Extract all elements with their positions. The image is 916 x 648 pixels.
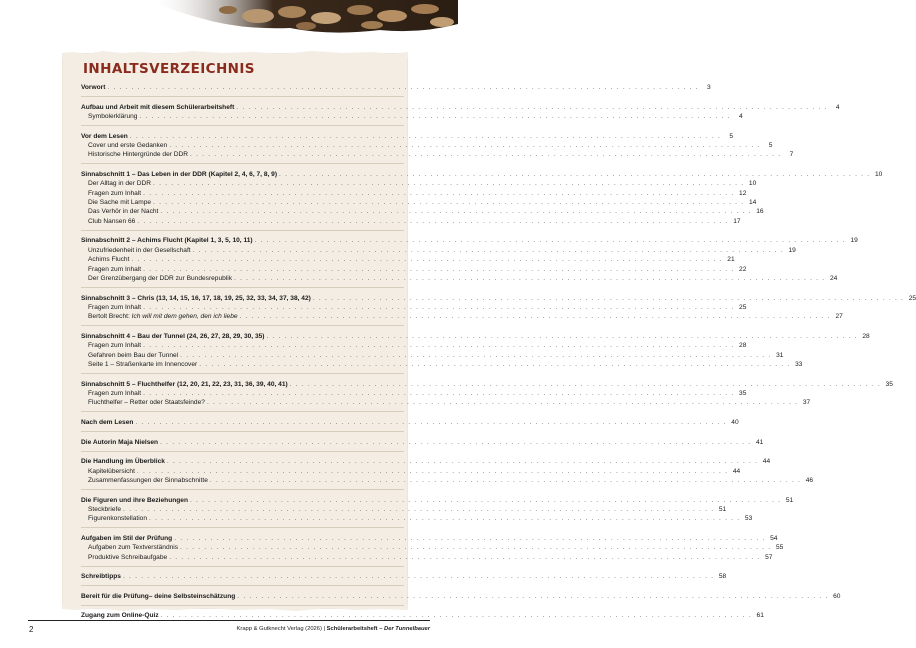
toc-entry-title-text: Historische Hintergründe der DDR bbox=[88, 151, 189, 159]
toc-dot-leader bbox=[169, 141, 760, 150]
toc-page-number: 46 bbox=[805, 476, 814, 484]
toc-page-number: 44 bbox=[762, 458, 771, 466]
toc-entry-title bbox=[81, 332, 264, 341]
toc-entry-title-text: Achims Flucht bbox=[88, 256, 130, 264]
toc-dot-leader bbox=[160, 438, 751, 447]
toc-dot-leader bbox=[236, 103, 827, 112]
toc-page-number: 21 bbox=[727, 256, 735, 264]
toc-entry-main[interactable] bbox=[81, 132, 734, 141]
footer-credit bbox=[237, 626, 430, 632]
toc-entry-title-text: Zugang zum Online-Quiz bbox=[81, 612, 159, 620]
toc-page-number: 25 bbox=[739, 303, 747, 311]
toc-page-number: 51 bbox=[718, 505, 727, 513]
toc-dot-leader bbox=[266, 332, 857, 341]
toc-entry-main[interactable] bbox=[81, 418, 739, 427]
toc-entry-title-text: Sinnabschnitt 3 – Chris (13, 14, 15, 16, 17, 18, 19, 25, 32, 33, 34, 37, 38, 42) bbox=[81, 294, 311, 302]
toc-entry-title bbox=[88, 217, 135, 226]
toc-page-number: 55 bbox=[775, 544, 784, 552]
toc-entry-sub[interactable] bbox=[81, 189, 747, 198]
toc-entry-sub[interactable] bbox=[81, 514, 753, 523]
toc-entry-sub[interactable] bbox=[81, 505, 727, 514]
toc-entry-title bbox=[81, 83, 105, 92]
toc-entry-main[interactable] bbox=[81, 380, 893, 389]
toc-dot-leader bbox=[207, 398, 798, 407]
toc-entry-title bbox=[81, 380, 288, 389]
toc-entry-title bbox=[88, 303, 141, 312]
toc-page-number: 3 bbox=[706, 84, 711, 91]
toc-dot-leader bbox=[137, 217, 728, 226]
toc-page-number: 58 bbox=[718, 573, 727, 581]
toc-page-number: 51 bbox=[785, 496, 794, 504]
footer-publisher: Krapp & Gutknecht Verlag (2026) | bbox=[236, 626, 326, 632]
toc-entry-title bbox=[81, 496, 188, 505]
toc-entry-title bbox=[88, 189, 141, 198]
footer-separator: – bbox=[377, 626, 385, 632]
toc-entry-title bbox=[88, 514, 147, 523]
toc-dot-leader bbox=[255, 236, 846, 245]
toc-entry-title-text: Aufgaben im Stil der Prüfung bbox=[81, 534, 173, 542]
toc-page-number: 19 bbox=[850, 237, 858, 245]
toc-dot-leader bbox=[180, 351, 771, 360]
toc-dot-leader bbox=[174, 534, 765, 543]
toc-dot-leader bbox=[313, 294, 904, 303]
paper-torn-edge-top bbox=[62, 48, 408, 58]
toc-section bbox=[81, 457, 814, 490]
toc-entry-sub[interactable] bbox=[81, 351, 784, 360]
toc-entry-sub[interactable] bbox=[81, 360, 803, 369]
toc-dot-leader bbox=[143, 189, 734, 198]
toc-entry-title bbox=[88, 505, 121, 514]
toc-entry-title-text: Seite 1 – Straßenkarte im Innencover bbox=[88, 361, 198, 369]
toc-entry-main[interactable] bbox=[81, 572, 727, 581]
toc-page-number: 14 bbox=[748, 199, 757, 207]
toc-entry-title-text: Die Sache mit Lampe bbox=[88, 199, 152, 207]
toc-entry-sub[interactable] bbox=[81, 389, 747, 398]
footer-rule bbox=[28, 620, 430, 621]
toc-dot-leader bbox=[143, 341, 734, 350]
toc-entry-title-text: Club Nansen 66 bbox=[88, 217, 136, 225]
toc-entry-title bbox=[88, 360, 197, 369]
toc-entry-title bbox=[88, 207, 158, 216]
toc-page-number: 12 bbox=[739, 189, 747, 197]
toc-page-number: 4 bbox=[835, 103, 840, 111]
toc-page-number: 53 bbox=[744, 515, 753, 523]
toc-entry-sub[interactable] bbox=[81, 179, 757, 188]
toc-entry-title-text: Fragen zum Inhalt bbox=[88, 390, 142, 398]
toc-page-number: 25 bbox=[908, 294, 916, 302]
toc-entry-main[interactable] bbox=[81, 83, 711, 92]
toc-section bbox=[81, 294, 916, 327]
toc-entry-main[interactable] bbox=[81, 236, 858, 245]
toc-page-number: 5 bbox=[729, 132, 734, 140]
toc-entry-sub[interactable] bbox=[81, 207, 764, 216]
toc-entry-title-text: Sinnabschnitt 1 – Das Leben in der DDR (Kapitel 2, 4, 6, 7, 8, 9) bbox=[81, 170, 278, 178]
toc-entry-title bbox=[81, 418, 133, 427]
toc-section bbox=[81, 83, 711, 97]
toc-page-number: 31 bbox=[776, 351, 784, 359]
toc-page-number: 10 bbox=[748, 180, 757, 188]
toc-entry-title bbox=[88, 141, 167, 150]
toc-dot-leader bbox=[167, 457, 758, 466]
toc-page-number: 33 bbox=[795, 361, 803, 369]
toc-entry-title-text: Fragen zum Inhalt bbox=[88, 189, 142, 197]
toc-dot-leader bbox=[240, 312, 831, 321]
toc-entry-title bbox=[88, 274, 232, 283]
toc-entry-title-text: Vorwort bbox=[81, 84, 106, 91]
toc-section bbox=[81, 170, 883, 231]
toc-entry-title-text: Figurenkonstellation bbox=[88, 515, 148, 523]
toc-entry-title bbox=[81, 103, 234, 112]
toc-entry-title bbox=[88, 543, 178, 552]
toc-page-number: 37 bbox=[802, 399, 811, 407]
toc-page-number: 28 bbox=[862, 332, 870, 340]
toc-entry-title bbox=[81, 534, 172, 543]
toc-entry-main[interactable] bbox=[81, 438, 764, 447]
toc-entry-title bbox=[88, 265, 141, 274]
header-stones-illustration bbox=[0, 0, 458, 36]
toc-entry-title-text: Sinnabschnitt 2 – Achims Flucht (Kapitel 1, 3, 5, 10, 11) bbox=[81, 237, 253, 245]
toc-dot-leader bbox=[153, 179, 744, 188]
toc-entry-title bbox=[88, 198, 151, 207]
toc-entry-title bbox=[81, 572, 121, 581]
toc-dot-leader bbox=[190, 496, 781, 505]
toc-dot-leader bbox=[143, 389, 734, 398]
toc-section bbox=[81, 332, 870, 374]
toc-entry-title bbox=[88, 476, 208, 485]
toc-section bbox=[81, 103, 840, 126]
toc-entry-title-text: Zusammenfassungen der Sinnabschnitte bbox=[88, 476, 208, 484]
toc-entry-title-text: Fragen zum Inhalt bbox=[88, 265, 142, 273]
toc-section bbox=[81, 438, 764, 452]
toc-dot-leader bbox=[237, 592, 828, 601]
toc-section bbox=[81, 496, 794, 529]
toc-section bbox=[81, 380, 893, 413]
toc-entry-title bbox=[81, 236, 253, 245]
toc-page-number: 17 bbox=[733, 217, 741, 225]
toc-dot-leader bbox=[123, 572, 714, 581]
toc-entry-main[interactable] bbox=[81, 457, 771, 466]
toc-page-number: 61 bbox=[756, 612, 764, 620]
toc-entry-title-text: Der Alltag in der DDR bbox=[88, 180, 152, 188]
toc-dot-leader bbox=[107, 83, 698, 92]
toc-entry-title bbox=[88, 150, 188, 159]
toc-dot-leader bbox=[169, 553, 760, 562]
toc-dot-leader bbox=[190, 150, 781, 159]
toc-entry-sub[interactable] bbox=[81, 476, 814, 485]
toc-dot-leader bbox=[143, 303, 734, 312]
toc-entry-main[interactable] bbox=[81, 534, 778, 543]
toc-entry-title-text: Fluchthelfer – Retter oder Staatsfeinde? bbox=[88, 399, 205, 407]
toc-entry-main[interactable] bbox=[81, 103, 840, 112]
toc-entry-title-text: Produktive Schreibaufgabe bbox=[88, 553, 168, 561]
toc-section bbox=[81, 236, 858, 288]
toc-entry-title-text: Fragen zum Inhalt bbox=[88, 303, 142, 311]
toc-entry-sub[interactable] bbox=[81, 217, 741, 226]
toc-dot-leader bbox=[131, 255, 722, 264]
toc-dot-leader bbox=[143, 265, 734, 274]
toc-entry-title bbox=[88, 467, 135, 476]
toc-page-number: 54 bbox=[770, 534, 778, 542]
toc-entry-title-text: Die Autorin Maja Nielsen bbox=[81, 438, 159, 446]
toc-entry-sub[interactable] bbox=[81, 265, 747, 274]
footer-page-number: 2 bbox=[29, 625, 34, 634]
toc-page-number: 44 bbox=[732, 467, 741, 475]
toc-entry-main[interactable] bbox=[81, 496, 794, 505]
toc-entry-title-text: Sinnabschnitt 5 – Fluchthelfer (12, 20, 21, 22, 23, 31, 36, 39, 40, 41) bbox=[81, 380, 288, 388]
toc-entry-title bbox=[88, 389, 141, 398]
toc-entry-main[interactable] bbox=[81, 332, 870, 341]
toc-entry-title bbox=[81, 170, 277, 179]
footer-book-title: Der Tunnelbauer bbox=[384, 626, 430, 632]
toc-entry-title-text: Vor dem Lesen bbox=[81, 132, 128, 140]
toc-dot-leader bbox=[160, 207, 751, 216]
toc-entry-sub[interactable] bbox=[81, 303, 747, 312]
toc-entry-title-text: Fragen zum Inhalt bbox=[88, 342, 142, 350]
toc-entry-title bbox=[88, 112, 137, 121]
toc-entry-sub[interactable] bbox=[81, 341, 747, 350]
toc-entry-sub[interactable] bbox=[81, 312, 843, 321]
toc-dot-leader bbox=[153, 198, 744, 207]
toc-entry-title-text: Nach dem Lesen bbox=[81, 419, 134, 427]
toc-page-number: 5 bbox=[768, 141, 773, 149]
toc-section bbox=[81, 572, 727, 586]
toc-dot-leader bbox=[234, 274, 825, 283]
toc-entry-title-text: Die Handlung im Überblick bbox=[81, 458, 165, 466]
toc-entry-title-text: Bereit für die Prüfung– deine Selbsteinschätzung bbox=[81, 592, 236, 600]
toc-entry-title-text: Symbolerklärung bbox=[88, 112, 138, 120]
toc-entry-title-text: Kapitelübersicht bbox=[88, 467, 135, 475]
toc-entry-title bbox=[81, 294, 311, 303]
toc-entry-title-text: Steckbriefe bbox=[88, 505, 121, 513]
toc-entry-title bbox=[81, 592, 235, 601]
toc-dot-leader bbox=[139, 112, 730, 121]
toc-section bbox=[81, 534, 784, 567]
toc-dot-leader bbox=[130, 132, 721, 141]
toc-entry-main[interactable] bbox=[81, 592, 841, 601]
toc-entry-title bbox=[88, 246, 191, 255]
toc-entry-sub[interactable] bbox=[81, 246, 796, 255]
toc-entry-title bbox=[81, 457, 165, 466]
toc-entry-main[interactable] bbox=[81, 170, 883, 179]
toc-entry-title-text: Unzufriedenheit in der Gesellschaft bbox=[88, 246, 191, 254]
toc-dot-leader bbox=[193, 246, 784, 255]
toc-entry-sub[interactable] bbox=[81, 255, 735, 264]
toc-entry-sub[interactable] bbox=[81, 112, 743, 121]
toc-dot-leader bbox=[210, 476, 801, 485]
toc-entry-title bbox=[88, 255, 129, 264]
toc-title: INHALTSVERZEICHNIS bbox=[83, 61, 255, 77]
toc-section bbox=[81, 418, 739, 432]
toc-entry-title-italic: Ich will mit dem gehen, den ich liebe bbox=[131, 313, 238, 321]
toc-entry-title bbox=[88, 553, 167, 562]
toc-page-number: 28 bbox=[739, 342, 747, 350]
toc-section bbox=[81, 592, 841, 606]
toc-entry-title bbox=[88, 341, 141, 350]
toc-entry-sub[interactable] bbox=[81, 467, 741, 476]
toc-page-number: 19 bbox=[788, 246, 796, 254]
toc-entry-title-text: Schreibtipps bbox=[81, 573, 121, 581]
toc-entry-title bbox=[88, 351, 178, 360]
toc-page-number: 22 bbox=[739, 265, 747, 273]
toc-page-number: 24 bbox=[829, 275, 838, 282]
toc-page-number: 60 bbox=[833, 592, 841, 600]
toc-dot-leader bbox=[290, 380, 881, 389]
toc-entry-title bbox=[88, 312, 238, 321]
toc-entry-title-text: Die Figuren und ihre Beziehungen bbox=[81, 496, 188, 504]
table-of-contents bbox=[81, 83, 916, 626]
toc-entry-title-text: Der Grenzübergang der DDR zur Bundesrepublik bbox=[88, 275, 233, 282]
toc-entry-title bbox=[81, 438, 158, 447]
toc-entry-sub[interactable] bbox=[81, 553, 773, 562]
toc-dot-leader bbox=[279, 170, 870, 179]
toc-entry-sub[interactable] bbox=[81, 150, 794, 159]
toc-dot-leader bbox=[135, 418, 726, 427]
toc-entry-sub[interactable] bbox=[81, 543, 784, 552]
toc-entry-title-text: Sinnabschnitt 4 – Bau der Tunnel (24, 26, 27, 28, 29, 30, 35) bbox=[81, 332, 265, 340]
toc-dot-leader bbox=[180, 543, 771, 552]
toc-entry-sub[interactable] bbox=[81, 141, 773, 150]
toc-page-number: 57 bbox=[765, 553, 773, 561]
toc-entry-title-text: Gefahren beim Bau der Tunnel bbox=[88, 351, 179, 359]
toc-entry-title-text: Das Verhör in der Nacht bbox=[88, 208, 159, 216]
toc-entry-title bbox=[88, 179, 151, 188]
toc-entry-title-text: Aufgaben zum Textverständnis bbox=[88, 544, 179, 552]
toc-page-number: 35 bbox=[885, 380, 893, 388]
toc-entry-sub[interactable] bbox=[81, 274, 838, 283]
toc-entry-main[interactable] bbox=[81, 294, 916, 303]
toc-dot-leader bbox=[137, 467, 728, 476]
toc-entry-title-text: Bertolt Brecht: bbox=[88, 313, 130, 321]
toc-entry-title-text: Aufbau und Arbeit mit diesem Schülerarbeitsheft bbox=[81, 103, 235, 111]
footer-series: Schülerarbeitsheft bbox=[326, 626, 378, 632]
toc-page-number: 7 bbox=[789, 151, 794, 159]
toc-entry-title-text: Cover und erste Gedanken bbox=[88, 141, 168, 149]
toc-page-number: 27 bbox=[835, 313, 843, 321]
toc-dot-leader bbox=[149, 514, 740, 523]
toc-page-number: 4 bbox=[739, 112, 743, 120]
toc-dot-leader bbox=[123, 505, 714, 514]
toc-entry-sub[interactable] bbox=[81, 398, 811, 407]
toc-page-number: 40 bbox=[731, 419, 739, 427]
toc-page-number: 10 bbox=[874, 170, 883, 178]
toc-entry-sub[interactable] bbox=[81, 198, 757, 207]
toc-entry-title bbox=[88, 398, 205, 407]
toc-page-number: 16 bbox=[756, 208, 764, 216]
toc-page-number: 35 bbox=[739, 390, 747, 398]
toc-section bbox=[81, 132, 794, 165]
toc-dot-leader bbox=[199, 360, 790, 369]
toc-page-number: 41 bbox=[755, 438, 764, 446]
toc-entry-title bbox=[81, 132, 128, 141]
